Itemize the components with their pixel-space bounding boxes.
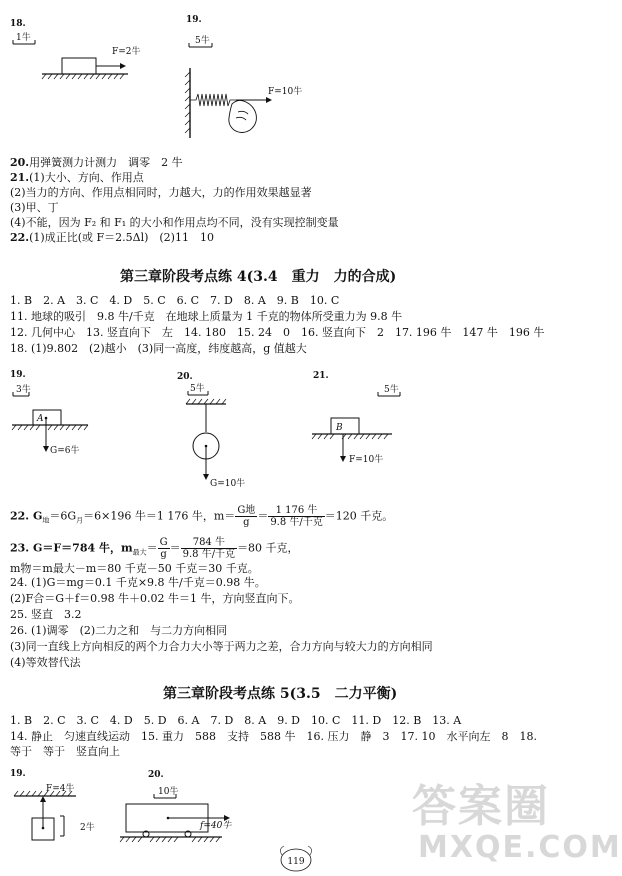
q23-part-b: ＝ xyxy=(146,541,158,555)
figure-21-scale: 5牛 xyxy=(384,385,399,395)
figure-20a-number: 20. xyxy=(177,372,193,382)
answer-line: (4)等效替代法 xyxy=(10,656,81,669)
answer-text: (3)甲、丁 xyxy=(10,201,59,214)
q22-part-a: 22. G xyxy=(10,509,43,523)
q22-f1-den: g xyxy=(243,517,250,528)
page-number-badge xyxy=(280,846,311,871)
page-number: 119 xyxy=(287,857,305,867)
watermark-logo-text: 答案圈 xyxy=(412,781,550,832)
answer-line: (3)同一直线上方向相反的两个力合力大小等于两力之差，合力方向与较大力的方向相同 xyxy=(10,640,433,653)
q22-f1-num: G地 xyxy=(237,505,256,516)
q22-part-c: ＝6×196 牛＝1 176 牛，m＝ xyxy=(83,509,236,523)
figure-20a-scale: 5牛 xyxy=(190,384,205,394)
figure-19b-force-label: G=6牛 xyxy=(50,446,80,456)
answer-line: (2)F合＝G＋f＝0.98 牛＋0.02 牛＝1 牛，方向竖直向下。 xyxy=(10,592,300,605)
figure-20b-scale: 10牛 xyxy=(158,787,179,797)
q22-part-b: ＝6G xyxy=(49,509,77,523)
figure-19-scale: 5牛 xyxy=(195,36,210,46)
answer-line: 11. 地球的吸引 9.8 牛/千克 在地球上质量为 1 千克的物体所受重力为 9.8 牛 xyxy=(10,310,403,323)
watermark-url: MXQE.COM xyxy=(418,830,622,865)
q23-f2-den: 9.8 牛/千克 xyxy=(182,549,236,560)
q23-part-c: ＝ xyxy=(169,541,181,555)
answer-23-line-2: m物＝m最大－m＝80 千克－50 千克＝30 千克。 xyxy=(10,562,259,575)
answer-text: 用弹簧测力计测力 调零 2 牛 xyxy=(29,156,183,169)
q23-sub1: 最大 xyxy=(132,548,147,557)
figure-19b-number: 19. xyxy=(10,370,26,380)
figure-19b-scale: 3牛 xyxy=(16,385,31,395)
q23-part-d: ＝80 千克， xyxy=(237,541,299,555)
figure-19-hanging-block xyxy=(10,769,95,840)
q22-sub1: 地 xyxy=(42,516,50,525)
figure-20-cart xyxy=(120,770,232,842)
q22-f2-den: 9.8 牛/千克 xyxy=(270,517,323,528)
answer-text: (1)大小、方向、作用点 xyxy=(29,171,144,184)
answer-line: 24. (1)G＝mg＝0.1 千克×9.8 牛/千克＝0.98 牛。 xyxy=(10,576,266,589)
figure-20b-number: 20. xyxy=(148,770,164,780)
figure-20b-force-label: f=40牛 xyxy=(200,821,232,831)
answer-line: 1. B 2. A 3. C 4. D 5. C 6. C 7. D 8. A 9. B 10. C xyxy=(10,294,340,307)
figure-19-number: 19. xyxy=(186,15,202,25)
figure-21-force-label: F=10牛 xyxy=(349,455,384,465)
answer-number: 22. xyxy=(10,231,30,244)
figure-19-force-label: F=10牛 xyxy=(268,87,303,97)
figure-20a-force-label: G=10牛 xyxy=(210,479,246,489)
figure-19c-force-label: F=4牛 xyxy=(46,784,75,794)
figure-19c-scale: 2牛 xyxy=(80,823,95,833)
answer-text: (1)成正比(或 F＝2.5Δl) (2)11 10 xyxy=(29,231,214,244)
q22-sub2: 月 xyxy=(76,516,84,525)
q23-f1-den: g xyxy=(160,549,167,560)
answer-line: 25. 竖直 3.2 xyxy=(10,608,82,621)
answer-line: 26. (1)调零 (2)二力之和 与二力方向相同 xyxy=(10,624,228,637)
answer-number: 21. xyxy=(10,171,30,184)
figure-19c-number: 19. xyxy=(10,769,26,779)
section-heading-4: 第三章阶段考点练 4(3.4 重力 力的合成) xyxy=(120,269,397,285)
q23-f1-num: G xyxy=(159,537,168,548)
section-heading-5: 第三章阶段考点练 5(3.5 二力平衡) xyxy=(163,686,398,702)
figure-18-scale: 1牛 xyxy=(16,33,31,43)
answer-line: 12. 几何中心 13. 竖直向下 左 14. 180 15. 24 0 16. 竖直向下 2 17. 196 牛 147 牛 196 牛 xyxy=(10,326,545,339)
answer-line: 等于 等于 竖直向上 xyxy=(10,745,120,758)
answer-line: 1. B 2. C 3. C 4. D 5. D 6. A 7. D 8. A 9. D 10. C 11. D 12. B 13. A xyxy=(10,714,462,727)
q22-part-h: ＝120 千克。 xyxy=(324,509,394,523)
answer-text: (4)不能，因为 F₂ 和 F₁ 的大小和作用点均不同，没有实现控制变量 xyxy=(10,216,339,229)
answer-line: 18. (1)9.802 (2)越小 (3)同一高度，纬度越高，g 值越大 xyxy=(10,342,307,355)
q23-part-a: 23. G＝F＝784 牛，m xyxy=(10,541,133,555)
block-b-label: B xyxy=(336,423,343,433)
figure-18-force-label: F=2牛 xyxy=(112,47,141,57)
q23-f2-num: 784 牛 xyxy=(181,537,237,549)
figure-21-number: 21. xyxy=(313,371,329,381)
answer-text: (2)当力的方向、作用点相同时，力越大，力的作用效果越显著 xyxy=(10,186,312,199)
figure-18-number: 18. xyxy=(10,19,26,29)
q22-f2-num: 1 176 牛 xyxy=(268,505,324,517)
block-a-label: A xyxy=(37,414,44,424)
answer-number: 20. xyxy=(10,156,30,169)
q22-part-e: ＝ xyxy=(257,509,269,523)
answer-line: 14. 静止 匀速直线运动 15. 重力 588 支持 588 牛 16. 压力 静 3 17. 10 水平向左 8 18. xyxy=(10,729,537,743)
